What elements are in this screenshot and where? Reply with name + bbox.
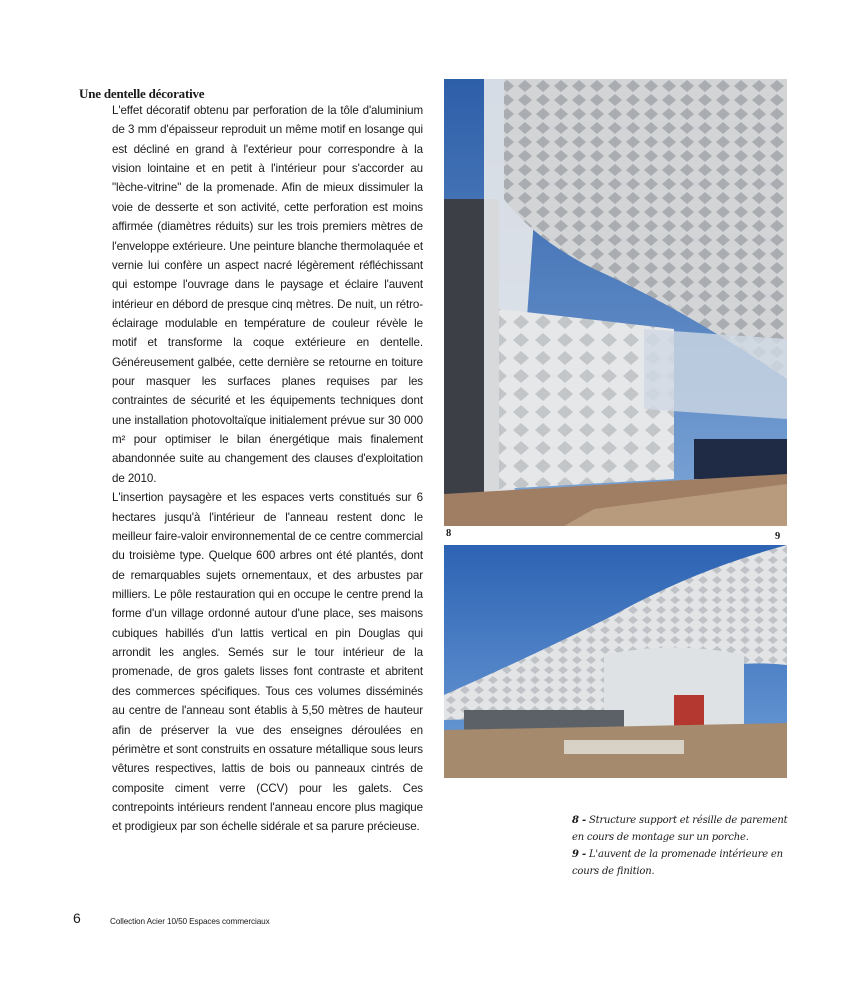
section-heading: Une dentelle décorative [79, 86, 205, 101]
photo-canopy-promenade [444, 545, 787, 778]
paragraph-2: L'insertion paysagère et les espaces verts constitués sur 6 hectares jusqu'à l'intérieur de l'anneau restent donc le meilleur faire-valoir environnemental de ce centre commercial du troisième type. Quelque 600 arbres ont été plantés, dont de remarquables sujets ornementaux, et des arbustes par milliers. Le pôle restauration qui en occupe le centre prend la forme d'un village ordonné autour d'une place, ses maisons cubiques habillés d'un lattis vertical en pin Douglas qui arrondit les angles. Semés sur le tour intérieur de la promenade, de gros galets lisses font contraste et abritent des commerces spécifiques. Tous ces volumes disséminés au centre de l'anneau sont établis à 5,50 mètres de hauteur afin de préserver la vue des enseignes déroulées en périmètre et sont construits en ossature métallique sous leurs vêtures respectives, lattis de bois ou panneaux cintrés de composite ciment verre (CCV) pour les galets. Ces contrepoints intérieurs rendent l'anneau encore plus magique et prodigieux par son échelle sidérale et sa parure précieuse. [112, 491, 423, 834]
article-body [112, 101, 423, 837]
figure-number-8: 8 [446, 528, 452, 539]
page-number: 6 [73, 910, 81, 926]
caption-9 [572, 846, 802, 880]
caption-9-number: 9 - [572, 849, 586, 860]
figure-captions [572, 812, 802, 880]
caption-8-text: Structure support et résille de parement en cours de montage sur un porche. [572, 815, 788, 843]
photo-structure-porch [444, 79, 787, 526]
caption-8-number: 8 - [572, 815, 586, 826]
paragraph-1: L'effet décoratif obtenu par perforation de la tôle d'aluminium de 3 mm d'épaisseur reproduit un même motif en losange qui est décliné en grand à l'extérieur pour correspondre à la vision lointaine et en petit à l'intérieur pour s'accorder au "lèche-vitrine" de la promenade. Afin de mieux dissimuler la voie de desserte et son activité, cette perforation est moins affirmée (diamètres réduits) sur les trois premiers mètres de l'enveloppe extérieure. Une peinture blanche thermolaquée et vernie lui confère un aspect nacré légèrement réfléchissant qui estompe l'ouvrage dans le paysage et éclaire l'auvent intérieur en débord de presque cinq mètres. De nuit, un rétro-éclairage modulable en température de couleur révèle le motif et transforme la coque extérieure en dentelle. Généreusement galbée, cette dernière se retourne en toiture pour masquer les surfaces planes requises par les contraintes de sécurité et les équipements techniques dont une installation photovoltaïque initialement prévue sur 30 000 m² pour optimiser le bilan énergétique mais finalement abandonnée suite au changement des clauses d'exploitation de 2010. [112, 104, 423, 485]
caption-9-text: L'auvent de la promenade intérieure en cours de finition. [572, 849, 783, 877]
footer-collection: Collection Acier 10/50 Espaces commerciaux [110, 917, 270, 926]
figure-number-9: 9 [775, 531, 781, 542]
caption-8 [572, 812, 802, 846]
